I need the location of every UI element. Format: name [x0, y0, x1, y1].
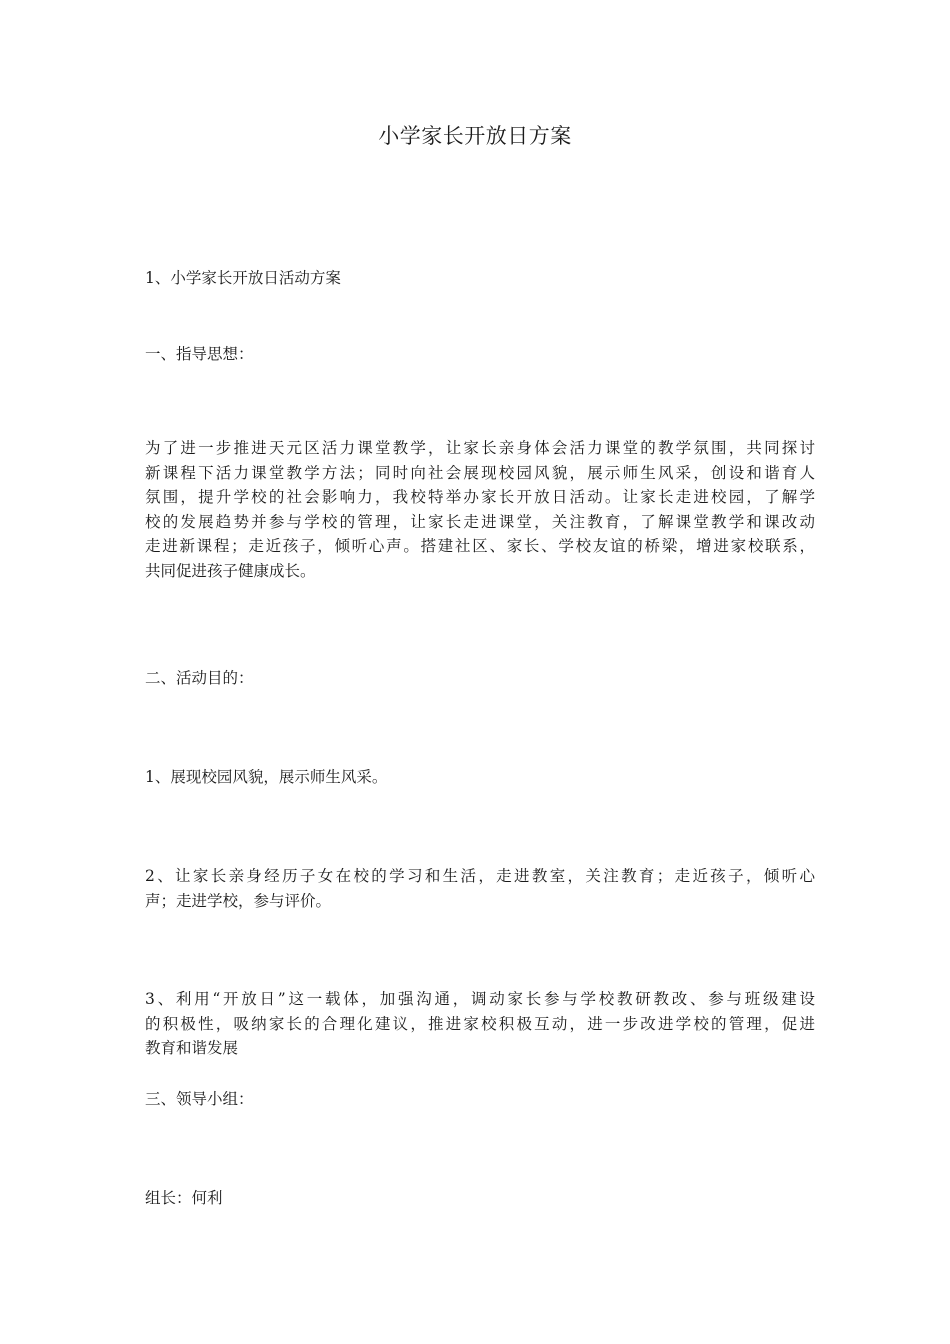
- purpose-item-3: [145, 987, 815, 1061]
- purpose-item-2: [145, 864, 815, 913]
- paragraph-line: 共同促进孩子健康成长。: [145, 561, 316, 580]
- paragraph-line: 新课程下活力课堂教学方法；同时向社会展现校园风貌，展示师生风采，创设和谐育人: [145, 463, 815, 482]
- leadership-heading: 三、领导小组：: [145, 1090, 254, 1108]
- purpose-item-1: 1、展现校园风貌，展示师生风采。: [145, 768, 388, 786]
- paragraph-line: 2、让家长亲身经历子女在校的学习和生活，走进教室，关注教育；走近孩子，倾听心: [145, 867, 815, 885]
- paragraph-line: 走进新课程；走近孩子，倾听心声。搭建社区、家长、学校友谊的桥梁，增进家校联系，: [145, 537, 815, 555]
- paragraph-line: 3、利用“开放日”这一载体，加强沟通，调动家长参与学校教研教改、参与班级建设: [145, 990, 815, 1008]
- section-heading: 1、小学家长开放日活动方案: [145, 269, 341, 287]
- paragraph-line: 教育和谐发展: [145, 1039, 239, 1057]
- leader-line: 组长：何利: [145, 1189, 223, 1207]
- paragraph-line: 声；走进学校，参与评价。: [145, 891, 332, 910]
- paragraph-line: 校的发展趋势并参与学校的管理，让家长走进课堂，关注教育，了解课堂教学和课改动: [145, 512, 815, 531]
- purpose-heading: 二、活动目的：: [145, 669, 254, 687]
- document-title: 小学家长开放日方案: [378, 124, 572, 148]
- paragraph-line: 的积极性，吸纳家长的合理化建议，推进家校积极互动，进一步改进学校的管理，促进: [145, 1014, 815, 1033]
- paragraph-line: 为了进一步推进天元区活力课堂教学，让家长亲身体会活力课堂的教学氛围，共同探讨: [145, 439, 815, 457]
- guiding-heading: 一、指导思想：: [145, 345, 254, 363]
- guiding-paragraph: [145, 436, 815, 583]
- paragraph-line: 氛围，提升学校的社会影响力，我校特举办家长开放日活动。让家长走进校园，了解学: [145, 488, 815, 506]
